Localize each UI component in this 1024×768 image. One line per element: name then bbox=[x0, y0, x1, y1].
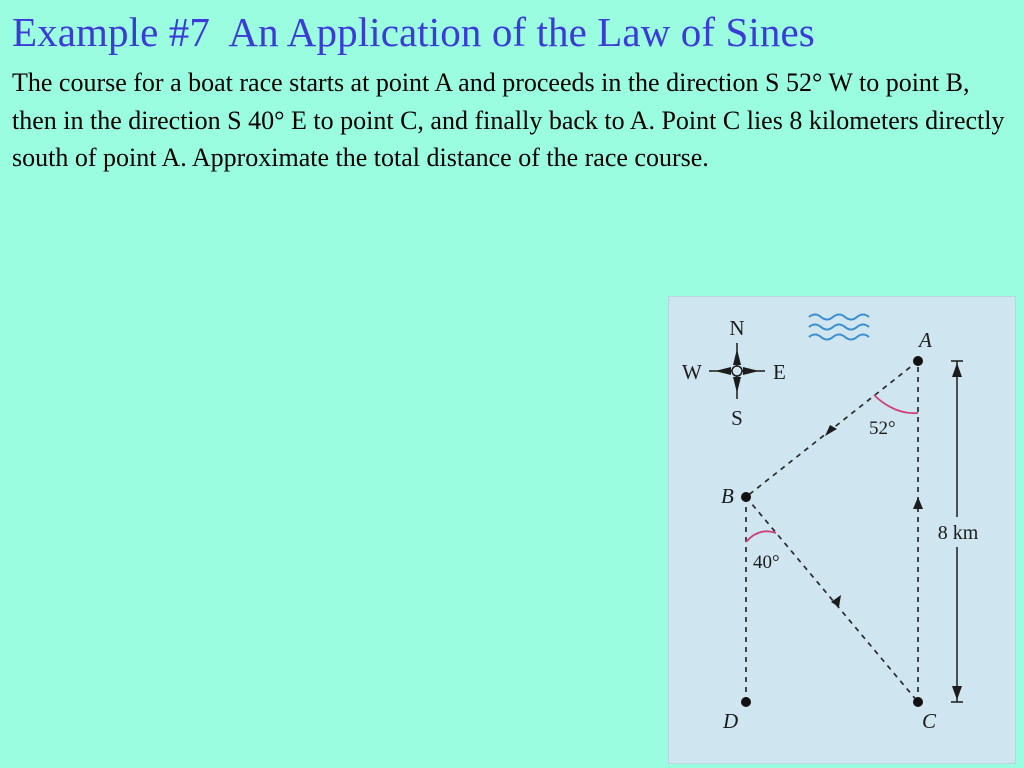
point-a-label: A bbox=[919, 328, 932, 352]
angle-arc-b bbox=[746, 531, 776, 542]
point-d-label: D bbox=[723, 709, 739, 733]
angle-label-b: 40° bbox=[753, 552, 780, 573]
problem-statement: The course for a boat race starts at point A and proceeds in the direction S 52° W to point B, then in the direction S 40° E to point C, and finally back to A. Point C lies 8 kilometers directly south of point A. Approximate the total distance of the race course. bbox=[12, 68, 1005, 172]
distance-arrow-top bbox=[952, 363, 962, 377]
point-d-dot bbox=[741, 697, 751, 707]
compass-east-label: E bbox=[773, 360, 786, 384]
direction-arrow-ab bbox=[825, 425, 837, 436]
point-c-dot bbox=[913, 697, 923, 707]
direction-arrow-ca bbox=[913, 497, 923, 509]
compass-north-label: N bbox=[729, 316, 745, 340]
compass-west-label: W bbox=[682, 360, 702, 384]
course-segment-bc bbox=[746, 497, 918, 702]
water-waves-icon bbox=[809, 315, 869, 340]
point-b-dot bbox=[741, 492, 751, 502]
point-a-dot bbox=[913, 356, 923, 366]
compass-south-label: S bbox=[731, 406, 743, 430]
compass-rose-icon bbox=[709, 343, 765, 399]
slide-title: Example #7 An Application of the Law of Sines bbox=[12, 9, 815, 55]
distance-label-ac: 8 km bbox=[937, 522, 979, 544]
point-b-label: B bbox=[721, 484, 734, 508]
angle-arc-a bbox=[874, 395, 918, 413]
point-c-label: C bbox=[922, 709, 937, 733]
race-course-svg bbox=[669, 297, 1017, 765]
race-course-diagram bbox=[668, 296, 1016, 764]
distance-arrow-bottom bbox=[952, 686, 962, 700]
angle-label-a: 52° bbox=[869, 418, 896, 439]
